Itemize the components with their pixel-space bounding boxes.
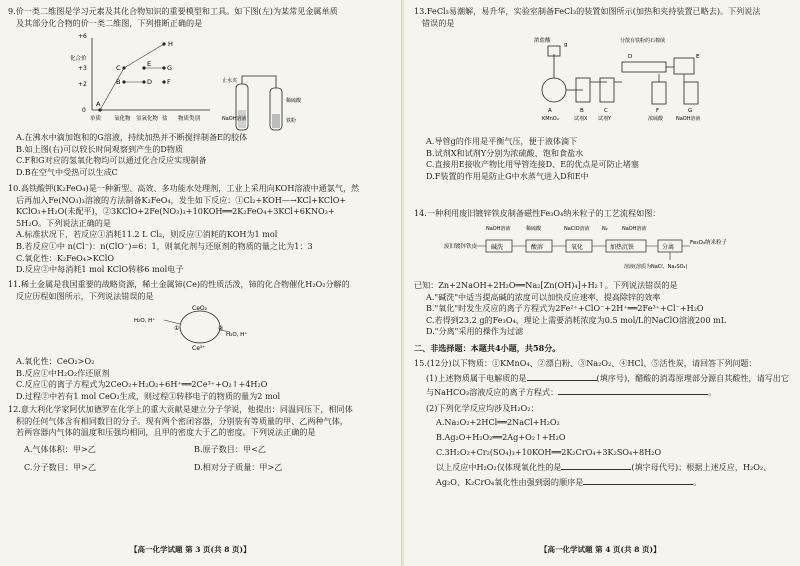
apparatus-label: 止水夹 — [222, 78, 238, 84]
q10-option-d: D.反应②中每消耗1 mol KClO转移6 mol电子 — [16, 264, 184, 275]
q14-option-d: D."分离"采用的操作为过滤 — [426, 326, 524, 337]
q13-options — [426, 136, 796, 182]
q15-p2: (2)下列化学反应均涉及H₂O₂： — [426, 402, 539, 413]
apparatus-label: 试剂Y — [598, 116, 612, 122]
point-label: H — [168, 40, 173, 48]
apparatus-label: E — [696, 54, 700, 60]
cycle-label: Ce³⁺ — [192, 345, 206, 352]
flow-box: 碱洗 — [491, 244, 504, 251]
q13-option-d: D.F装置的作用是防止G中水蒸气进入D和E中 — [426, 170, 589, 181]
q15-eq-c: C.3H₂O₂+Cr₂(SO₄)₃+10KOH══2K₂CrO₄+3K₂SO₄+8H₂O — [436, 446, 662, 457]
q15-p3-c: Ag₂O、K₂CrO₄氧化性由强到弱的顺序是 — [436, 476, 584, 487]
q9-stem-line: 9.价一类二维图是学习元素及其化合物知识的重要模型和工具。如下图(左)为某常见金属单质 — [8, 6, 338, 16]
answer-blank[interactable] — [583, 476, 693, 485]
point-label: A — [96, 100, 101, 108]
q14-option-c: C.若得到23.2 g的Fe₃O₄，理论上需要消耗浓度为0.5 mol/L的NaClO溶液200 mL — [426, 314, 727, 325]
q12-option-c: C.分子数目：甲>乙 — [24, 461, 96, 472]
q15-p3-a: 以上反应中H₂O₂仅体现氧化性的是 — [436, 462, 562, 473]
fe-oh2-apparatus — [222, 70, 322, 136]
y-axis-label: 化合价 — [70, 56, 87, 62]
cycle-label: ① — [174, 325, 180, 332]
apparatus-label: NaOH溶液 — [222, 116, 247, 122]
q15-p1-d: 。 — [708, 387, 717, 398]
y-tick: +6 — [78, 33, 87, 40]
q9-option-d: D.B在空气中受热可以生成C — [16, 166, 118, 177]
q9-options — [16, 132, 396, 178]
q10-stem-line: 后再加入Fe(NO₃)₃溶液的方法制备K₂FeO₄，发生如下反应：①Cl₂+KOH—→KCl+KClO+ — [16, 194, 347, 205]
cycle-label: CeO₂ — [192, 305, 208, 312]
page-footer-left: 【高一化学试题 第 3 页(共 8 页)】 — [130, 545, 251, 554]
q11-option-c: C.反应①的离子方程式为2CeO₂+H₂O₂+6H⁺══2Ce³⁺+O₂↑+4H₂O — [16, 379, 268, 390]
q11-options — [16, 356, 396, 402]
q10-option-c: C.氧化性：K₂FeO₄>KClO — [16, 252, 115, 263]
question-12 — [8, 404, 396, 439]
q10-option-b: B.若反应①中 n(Cl⁻)：n(ClO⁻)=6：1，则氧化剂与还原剂的物质的量之比为1：3 — [16, 240, 313, 251]
flow-start: 废旧镀锌铁皮 — [444, 244, 478, 250]
apparatus-label: G — [688, 108, 693, 114]
q11-option-d: D.过程②中若有1 mol CeO₂生成，则过程①转移电子的物质的量为2 mol — [16, 390, 281, 401]
q15-eq-a: A.Na₂O₂+2HCl══2NaCl+H₂O₂ — [436, 417, 560, 428]
cycle-label: H₂O, H⁺ — [226, 332, 248, 338]
question-9 — [8, 6, 396, 29]
flow-box: 氧化 — [571, 244, 584, 251]
point-label: G — [167, 64, 173, 72]
apparatus-label: 稀硫酸 — [286, 98, 302, 104]
q15-p1-a: (1)上述物质属于电解质的是 — [426, 372, 527, 383]
apparatus-label: 铁粉 — [286, 118, 297, 124]
q13-stem-line: 错误的是 — [422, 17, 455, 28]
q9-option-c: C.F和G对应的氢氧化物均可以通过化合反应实现制备 — [16, 155, 207, 166]
point-label: B — [116, 78, 121, 86]
flow-input: N₂ — [602, 226, 608, 232]
flow-input: NaOH溶液 — [486, 226, 511, 232]
x-label: 单质 — [90, 116, 102, 122]
q14-option-a: A."碱洗"中适当提高碱的浓度可以加快反应速率，提高除锌的效率 — [426, 291, 661, 302]
x-label: 氧化物 — [114, 116, 131, 122]
q12-option-b: B.原子数目：甲<乙 — [194, 444, 266, 454]
point-label: C — [116, 64, 121, 72]
q10-stem-line: KClO₃+H₂O(未配平)，②3KClO+2Fe(NO₃)₃+10KOH══2K₂FeO₄+3KCl+6KNO₃+ — [16, 206, 335, 217]
q12-stem-line: 12.意大利化学家阿伏加德罗在化学上的重大贡献是建立分子学说，他提出：同温同压下，相同体 — [8, 404, 353, 414]
cerium-cycle-diagram — [130, 302, 270, 352]
q14-option-b: B."氧化"时发生反应的离子方程式为2Fe²⁺+ClO⁻+2H⁺══2Fe³⁺+Cl⁻+H₂O — [426, 303, 704, 314]
q12-stem-line: 若两容器内气体的温度和压强均相同，且甲的密度大于乙的密度。下列说法正确的是 — [16, 427, 316, 438]
question-13 — [414, 6, 794, 29]
apparatus-label: 试剂X — [574, 116, 588, 122]
q11-stem-line: 反应历程如图所示，下列说法错误的是 — [16, 290, 154, 301]
question-14 — [414, 208, 794, 220]
flow-product: Fe₃O₄纳米粒子 — [690, 240, 727, 246]
apparatus-label: g — [564, 42, 568, 48]
q14-stem: 14.一种利用废旧镀锌铁皮制备磁性Fe₃O₄纳米粒子的工艺流程如图： — [414, 208, 661, 218]
apparatus-label: C — [604, 108, 608, 114]
cycle-label: ② — [218, 325, 224, 332]
q10-option-a: A.标准状况下，若反应①消耗11.2 L Cl₂，则反应①消耗的KOH为1 mol — [16, 229, 278, 240]
q13-stem-line: 13.FeCl₃易潮解，易升华，实验室制备FeCl₃的装置如图所示(加热和夹持装置已略去)。下列说法 — [414, 6, 761, 16]
apparatus-label: 浓硫酸 — [648, 116, 664, 122]
q9-option-a: A.在沸水中滴加饱和的G溶液，持续加热并不断搅拌制备E的胶体 — [16, 132, 248, 142]
x-label: 盐 — [162, 116, 168, 122]
flow-input: 稀硫酸 — [526, 226, 542, 232]
q11-option-b: B.反应①中H₂O₂作还原剂 — [16, 367, 110, 378]
q12-option-d: D.相对分子质量：甲>乙 — [194, 461, 283, 472]
apparatus-label: 浓盐酸 — [534, 38, 551, 44]
flow-input: NaOH溶液 — [622, 226, 647, 232]
point-label: E — [147, 60, 152, 68]
q15-p1-c: 与NaHCO₃溶液反应的离子方程式： — [426, 387, 559, 398]
apparatus-label: NaOH溶液 — [676, 116, 701, 122]
q13-option-a: A.导管g的作用是平衡气压，便于液体滴下 — [426, 136, 578, 146]
question-15 — [414, 358, 794, 488]
question-10 — [8, 183, 396, 276]
point-label: F — [167, 78, 171, 86]
page-footer-right: 【高一化学试题 第 4 页(共 8 页)】 — [540, 545, 661, 554]
flow-box: 加热沉铁 — [610, 244, 635, 251]
flow-side-output: 溶液(溶质为NaCl、Na₂SO₄) — [624, 264, 688, 270]
answer-blank[interactable] — [561, 461, 631, 470]
apparatus-label: B — [580, 108, 584, 114]
cycle-label: H₂O, H⁺ — [134, 318, 156, 324]
apparatus-label: 分散有铁粉的石棉绒 — [620, 38, 666, 44]
q14-body — [414, 280, 794, 338]
y-tick: +2 — [78, 81, 87, 88]
q15-eq-b: B.Ag₂O+H₂O₂══2Ag+O₂↑+H₂O — [436, 431, 566, 442]
q12-options — [24, 444, 394, 473]
apparatus-label: KMnO₄ — [542, 116, 559, 122]
flow-box: 分离 — [662, 244, 675, 251]
q10-stem-line: 5H₂O。下列说法正确的是 — [16, 217, 111, 228]
q11-stem-line: 11.稀土金属是我国重要的战略资源，稀土金属铈(Ce)的性质活泼，铈的化合物催化H₂O₂分解的 — [8, 279, 350, 289]
fecl3-apparatus — [524, 32, 724, 128]
q11-option-a: A.氧化性：CeO₂>O₂ — [16, 356, 95, 366]
valence-class-diagram — [70, 30, 220, 126]
y-tick: 0 — [82, 107, 86, 114]
answer-blank[interactable] — [558, 386, 708, 395]
apparatus-label: D — [628, 54, 633, 60]
q15-p3-b: (填字母代号)；根据上述反应，H₂O₂、 — [631, 462, 772, 473]
q12-option-a: A.气体体积：甲>乙 — [24, 444, 96, 454]
q15-stem: 15.(12分)以下物质：①KMnO₄、②漂白粉、③Na₂O₂、④HCl、⑤活性炭，请回答下列问题： — [414, 358, 757, 368]
q9-stem-line: 及其部分化合物的价一类二维图，下列推断正确的是 — [16, 17, 203, 28]
q13-option-c: C.直接用E接收产物比用导管连接D、E的优点是可防止堵塞 — [426, 159, 639, 170]
section-2-header: 二、非选择题：本题共4小题，共58分。 — [414, 343, 561, 353]
q15-p1-b: (填序号)，醋酸的消毒原理部分源自其酸性，请写出它 — [596, 372, 789, 383]
question-11 — [8, 279, 396, 302]
y-tick: +3 — [78, 65, 87, 72]
q15-p3-d: 。 — [693, 476, 702, 487]
answer-blank[interactable] — [527, 372, 597, 381]
q14-known: 已知：Zn+2NaOH+2H₂O══Na₂[Zn(OH)₄]+H₂↑。下列说法错误的是 — [414, 280, 678, 290]
apparatus-label: A — [548, 108, 552, 114]
q12-stem-line: 积的任何气体含有相同数目的分子。现有两个密闭容器，分别装有等质量的甲、乙两种气体， — [16, 415, 348, 426]
right-page — [404, 0, 800, 566]
flow-box: 酸溶 — [531, 244, 544, 251]
point-label: D — [147, 78, 153, 86]
x-label: 物质类别 — [178, 116, 201, 122]
q13-option-b: B.试剂X和试剂Y分别为浓硫酸、饱和食盐水 — [426, 147, 584, 158]
apparatus-label: F — [656, 108, 660, 114]
q10-stem-line: 10.高铁酸钾(K₂FeO₄)是一种新型、高效、多功能水处理剂，工业上采用向KOH溶液中通氯气，然 — [8, 183, 360, 193]
x-label: 氢氧化物 — [136, 116, 159, 122]
q9-option-b: B.如上图(右)可以较长时间观察到产生的D物质 — [16, 143, 184, 154]
flow-input: NaClO溶液 — [564, 226, 590, 232]
process-flow-diagram — [444, 222, 764, 272]
